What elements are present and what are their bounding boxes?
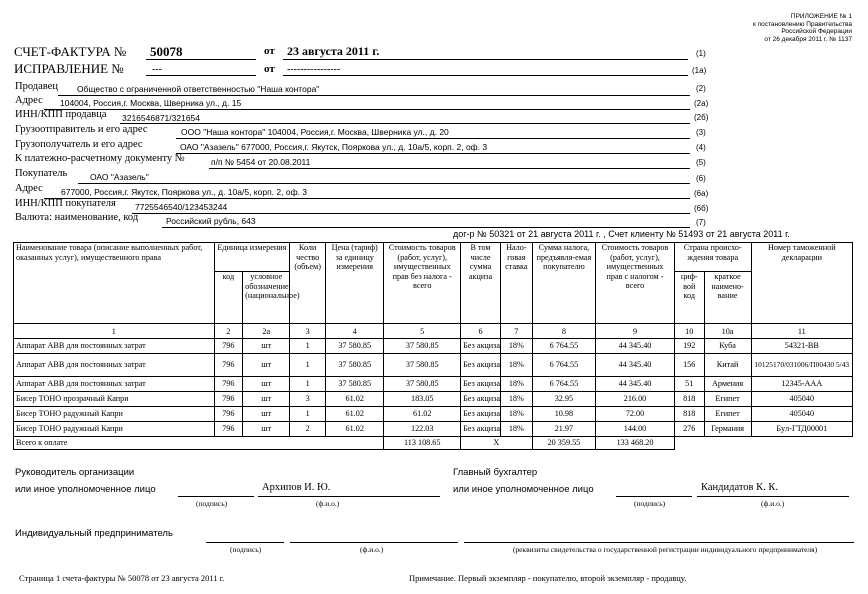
cell-country-name: Германия: [704, 422, 751, 437]
column-number: 2а: [243, 324, 290, 339]
appendix-block: [720, 13, 852, 43]
field-value: 3216546871/321654: [122, 113, 200, 123]
invoice-from-label: от: [264, 45, 275, 57]
cell-unit-name: шт: [243, 422, 290, 437]
appendix-title: ПРИЛОЖЕНИЕ № 1: [790, 13, 852, 20]
cell-excise: Без акциза: [461, 422, 501, 437]
cell-unit-name: шт: [243, 377, 290, 392]
column-number: 4: [326, 324, 384, 339]
table-row: [14, 422, 853, 437]
cell-country-code: 818: [674, 407, 704, 422]
cell-customs: 12345-ААА: [751, 377, 852, 392]
cell-excise: Без акциза: [461, 377, 501, 392]
entrepreneur-fio-caption: (ф.и.о.): [360, 545, 384, 554]
cell-name: Аппарат АВВ для постоянных затрат: [14, 339, 215, 354]
field-value: 677000, Россия,г. Якутск, Пояркова ул., д. 10а/5, корп. 2, оф. 3: [61, 187, 308, 197]
cell-country-code: 818: [674, 392, 704, 407]
cell-qty: 3: [290, 392, 326, 407]
field-number: (7): [696, 218, 706, 227]
total-tax: 20 359.55: [532, 437, 595, 450]
cell-excise: Без акциза: [461, 392, 501, 407]
cell-tax: 21.97: [532, 422, 595, 437]
column-number: 7: [500, 324, 532, 339]
field-value: Российский рубль, 643: [166, 216, 256, 226]
cell-tax: 6 764.55: [532, 339, 595, 354]
accountant-fio-caption: (ф.и.о.): [761, 499, 785, 508]
cell-excise: Без акциза: [461, 354, 501, 377]
column-number: 1: [14, 324, 215, 339]
cell-name: Аппарат АВВ для постоянных затрат: [14, 377, 215, 392]
field-number: (2а): [694, 99, 709, 108]
cell-name: Аппарат АВВ для постоянных затрат: [14, 354, 215, 377]
field-label: К платежно-расчетному документу №: [15, 153, 185, 164]
cell-cost: 122.03: [384, 422, 461, 437]
cell-customs: 405040: [751, 392, 852, 407]
cell-customs: 10125170/031006/П00430 5/43: [751, 354, 852, 377]
field-label: Грузополучатель и его адрес: [15, 139, 143, 150]
cell-price: 37 580.85: [326, 339, 384, 354]
header-cell: краткое наимено-вание: [704, 272, 751, 324]
cell-rate: 18%: [500, 407, 532, 422]
field-label: ИНН/КПП продавца: [15, 109, 107, 120]
cell-total: 216.00: [596, 392, 675, 407]
accountant-title: Главный бухгалтер: [453, 467, 538, 478]
cell-rate: 18%: [500, 377, 532, 392]
cell-country-code: 276: [674, 422, 704, 437]
cell-customs: 405040: [751, 407, 852, 422]
cell-unit-code: 796: [214, 422, 243, 437]
appendix-line: от 26 декабря 2011 г. № 1137: [764, 35, 852, 43]
cell-total: 144.00: [596, 422, 675, 437]
header-cell: В том числе сумма акциза: [461, 243, 501, 324]
field-value: ООО "Наша контора" 104004, Россия,г. Москва, Шверника ул., д. 20: [181, 127, 449, 137]
cell-price: 61.02: [326, 392, 384, 407]
entrepreneur-title: Индивидуальный предприниматель: [15, 528, 173, 539]
cell-country-name: Китай: [704, 354, 751, 377]
field-label: Адрес: [15, 95, 43, 106]
accountant-name: Кандидатов К. К.: [701, 482, 779, 493]
field-label: Валюта: наименование, код: [15, 212, 139, 223]
cell-rate: 18%: [500, 392, 532, 407]
cell-rate: 18%: [500, 339, 532, 354]
cell-tax: 6 764.55: [532, 354, 595, 377]
invoice-date: 23 августа 2011 г.: [287, 44, 380, 58]
cell-country-code: 156: [674, 354, 704, 377]
appendix-line: Российской Федерации: [781, 28, 852, 36]
column-number: 2: [214, 324, 243, 339]
cell-rate: 18%: [500, 422, 532, 437]
entrepreneur-reg-caption: (реквизиты свидетельства о государственной регистрации индивидуального предпринимателя): [512, 545, 818, 554]
head-name: Архипов И. Ю.: [262, 482, 331, 493]
field-label: Грузоотправитель и его адрес: [15, 124, 148, 135]
cell-country-name: Египет: [704, 407, 751, 422]
cell-name: Бисер ТОНО прозрачный Капри: [14, 392, 215, 407]
cell-total: 44 345.40: [596, 354, 675, 377]
correction-title: ИСПРАВЛЕНИЕ №: [14, 61, 124, 76]
cell-unit-name: шт: [243, 407, 290, 422]
field-number: (5): [696, 158, 706, 167]
cell-price: 37 580.85: [326, 354, 384, 377]
column-number: 3: [290, 324, 326, 339]
field-label: Адрес: [15, 183, 43, 194]
field-value: ОАО "Азазель": [90, 172, 149, 182]
cell-total: 44 345.40: [596, 377, 675, 392]
total-sum: 133 468.20: [596, 437, 675, 450]
cell-unit-code: 796: [214, 377, 243, 392]
header-cell: Цена (тариф) за единицу измерения: [326, 243, 384, 324]
cell-qty: 1: [290, 354, 326, 377]
field-number: (1): [696, 49, 706, 58]
header-cell: циф-вой код: [674, 272, 704, 324]
cell-customs: 54321-ВВ: [751, 339, 852, 354]
header-cell: условное обозначение (национальное): [243, 272, 290, 324]
cell-unit-name: шт: [243, 339, 290, 354]
cell-country-code: 51: [674, 377, 704, 392]
correction-number: ---: [152, 64, 162, 75]
cell-cost: 183.05: [384, 392, 461, 407]
cell-unit-name: шт: [243, 354, 290, 377]
header-cell: Нало-говая ставка: [500, 243, 532, 324]
field-value: п/п № 5454 от 20.08.2011: [211, 157, 311, 167]
cell-customs: Бyл-ГТД00001: [751, 422, 852, 437]
table-row: [14, 354, 853, 377]
cell-price: 61.02: [326, 407, 384, 422]
field-number: (2б): [694, 113, 709, 122]
correction-date: ----------------: [287, 64, 341, 75]
cell-tax: 6 764.55: [532, 377, 595, 392]
column-number: 11: [751, 324, 852, 339]
cell-price: 61.02: [326, 422, 384, 437]
accountant-sign-caption: (подпись): [634, 499, 666, 508]
table-row: [14, 392, 853, 407]
field-number: (6): [696, 174, 706, 183]
head-sign-caption: (подпись): [196, 499, 228, 508]
page-footer: Страница 1 счета-фактуры № 50078 от 23 августа 2011 г.: [19, 573, 225, 583]
cell-qty: 2: [290, 422, 326, 437]
cell-tax: 32.95: [532, 392, 595, 407]
head-fio-caption: (ф.и.о.): [316, 499, 340, 508]
header-cell: Стоимость товаров (работ, услуг), имущественных прав без налога - всего: [384, 243, 461, 324]
field-value: 104004, Россия,г. Москва, Шверника ул., д. 15: [60, 98, 242, 108]
total-row: [14, 437, 853, 450]
cell-cost: 37 580.85: [384, 377, 461, 392]
copy-note: Примечание. Первый экземпляр - покупателю, второй экземпляр - продавцу.: [409, 573, 687, 583]
invoice-title: СЧЕТ-ФАКТУРА №: [14, 44, 127, 59]
cell-cost: 37 580.85: [384, 354, 461, 377]
column-number: 8: [532, 324, 595, 339]
field-label: Продавец: [15, 81, 58, 92]
cell-country-code: 192: [674, 339, 704, 354]
column-number: 6: [461, 324, 501, 339]
field-number: (4): [696, 143, 706, 152]
correction-from-label: от: [264, 63, 275, 75]
cell-excise: Без акциза: [461, 339, 501, 354]
accountant-subtitle: или иное уполномоченное лицо: [453, 484, 594, 495]
cell-unit-code: 796: [214, 392, 243, 407]
head-subtitle: или иное уполномоченное лицо: [15, 484, 156, 495]
invoice-table: [13, 242, 853, 450]
column-number: 9: [596, 324, 675, 339]
field-number: (6а): [694, 189, 709, 198]
cell-qty: 1: [290, 407, 326, 422]
field-number: (6б): [694, 204, 709, 213]
cell-total: 44 345.40: [596, 339, 675, 354]
head-title: Руководитель организации: [15, 467, 135, 478]
field-value: ОАО "Азазель" 677000, Россия,г. Якутск, Пояркова ул., д. 10а/5, корп. 2, оф. 3: [180, 142, 488, 152]
cell-country-name: Египет: [704, 392, 751, 407]
cell-unit-name: шт: [243, 392, 290, 407]
invoice-number: 50078: [150, 44, 183, 59]
field-value: 7725546540/123453244: [135, 202, 228, 212]
table-row: [14, 407, 853, 422]
cell-cost: 37 580.85: [384, 339, 461, 354]
total-excise: Х: [461, 437, 533, 450]
header-cell: Стоимость товаров (работ, услуг), имущественных прав с налогом - всего: [596, 243, 675, 324]
cell-qty: 1: [290, 339, 326, 354]
field-label: Покупатель: [15, 168, 68, 179]
header-cell: Коли чество (объем): [290, 243, 326, 324]
cell-cost: 61.02: [384, 407, 461, 422]
column-number: 10: [674, 324, 704, 339]
cell-qty: 1: [290, 377, 326, 392]
column-number: 5: [384, 324, 461, 339]
header-cell: код: [214, 272, 243, 324]
cell-excise: Без акциза: [461, 407, 501, 422]
contract-note: дог-р № 50321 от 21 августа 2011 г. , Счет клиенту № 51493 от 21 августа 2011 г.: [453, 229, 790, 239]
cell-unit-code: 796: [214, 339, 243, 354]
header-cell: Наименование товара (описание выполненных работ, оказанных услуг), имущественного права: [14, 243, 215, 324]
table-header-row: [14, 243, 853, 272]
cell-country-name: Армения: [704, 377, 751, 392]
header-cell: Номер таможенной декларации: [751, 243, 852, 324]
cell-country-name: Куба: [704, 339, 751, 354]
cell-name: Бисер ТОНО радужный Капри: [14, 422, 215, 437]
header-cell: Страна происхо-ждения товара: [674, 243, 751, 272]
cell-name: Бисер ТОНО радужный Капри: [14, 407, 215, 422]
header-cell: Единица измерения: [214, 243, 290, 272]
cell-price: 37 580.85: [326, 377, 384, 392]
cell-tax: 10.98: [532, 407, 595, 422]
field-value: Общество с ограниченной ответственностью "Наша контора": [77, 84, 320, 94]
table-row: [14, 339, 853, 354]
cell-rate: 18%: [500, 354, 532, 377]
cell-unit-code: 796: [214, 407, 243, 422]
field-number: (2): [696, 84, 706, 93]
total-label: Всего к оплате: [14, 437, 384, 450]
table-row: [14, 377, 853, 392]
field-label: ИНН/КПП покупателя: [15, 198, 116, 209]
field-number: (3): [696, 128, 706, 137]
total-cost: 113 108.65: [384, 437, 461, 450]
field-number: (1а): [692, 66, 707, 75]
appendix-line: к постановлению Правительства: [752, 20, 852, 28]
column-number-row: [14, 324, 853, 339]
cell-total: 72.00: [596, 407, 675, 422]
column-number: 10а: [704, 324, 751, 339]
header-cell: Сумма налога, предъявля-емая покупателю: [532, 243, 595, 324]
cell-unit-code: 796: [214, 354, 243, 377]
entrepreneur-sign-caption: (подпись): [230, 545, 262, 554]
